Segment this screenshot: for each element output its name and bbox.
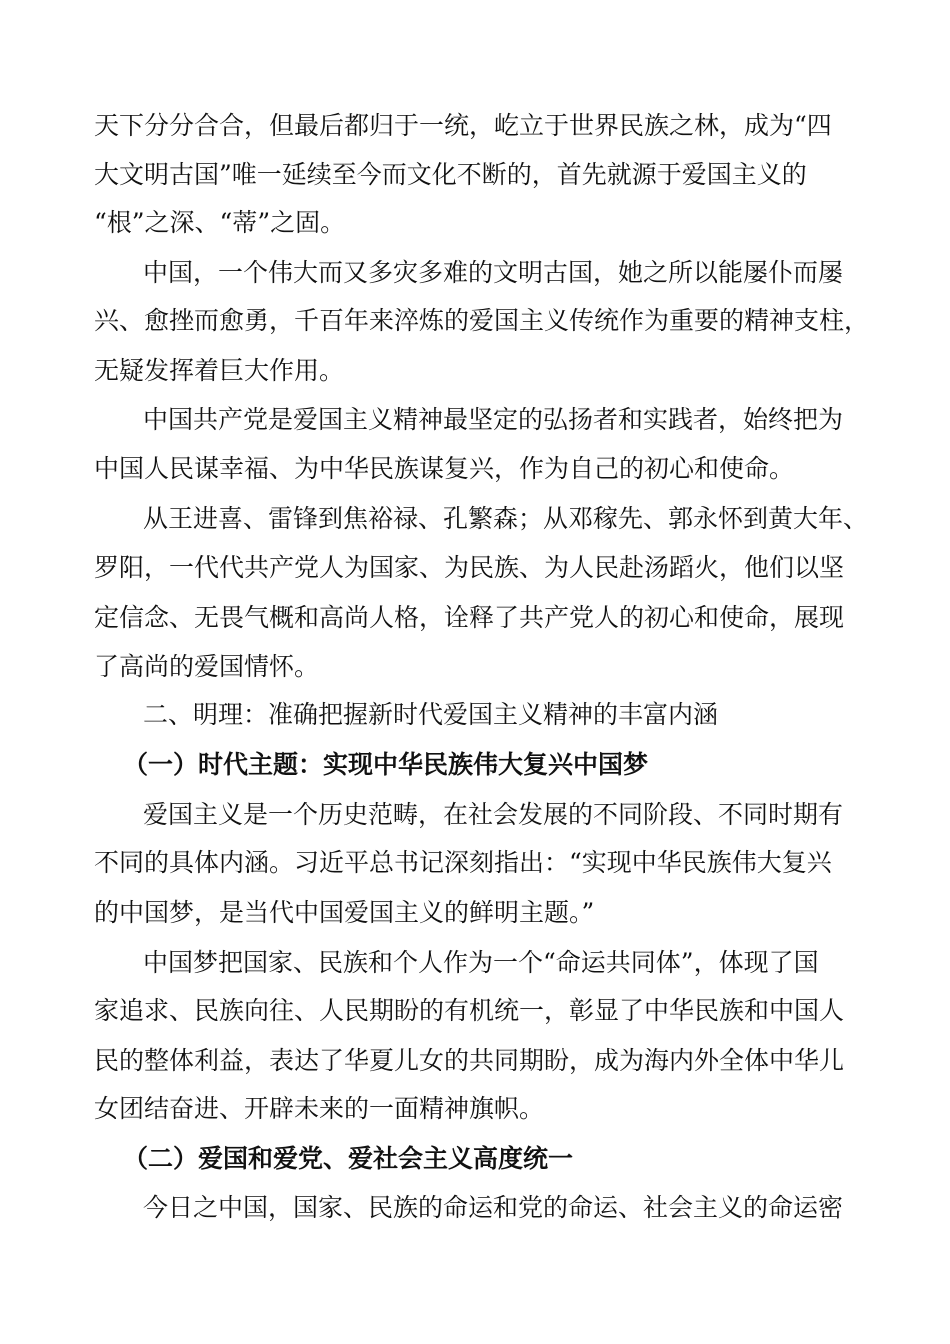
text-line: 大文明古国”唯一延续至今而文化不断的，首先就源于爱国主义的: [94, 160, 807, 189]
text-line: 定信念、无畏气概和高尚人格，诠释了共产党人的初心和使命，展现: [94, 603, 845, 632]
text-line: 女团结奋进、开辟未来的一面精神旗帜。: [94, 1094, 545, 1123]
text-line: 中国梦把国家、民族和个人作为一个“命运共同体”，体现了国: [143, 948, 819, 977]
subsection-heading: （二）爱国和爱党、爱社会主义高度统一: [123, 1144, 574, 1173]
text-line: 爱国主义是一个历史范畴，在社会发展的不同阶段、不同时期有: [143, 800, 844, 829]
text-line: 家追求、民族向往、人民期盼的有机统一，彰显了中华民族和中国人: [94, 996, 845, 1025]
text-line: 了高尚的爱国情怀。: [94, 652, 320, 681]
text-line: 民的整体利益，表达了华夏儿女的共同期盼，成为海内外全体中华儿: [94, 1046, 845, 1075]
text-line: 不同的具体内涵。习近平总书记深刻指出：“实现中华民族伟大复兴: [94, 848, 832, 877]
text-line: 的中国梦，是当代中国爱国主义的鲜明主题。”: [94, 898, 595, 927]
section-heading: 二、明理：准确把握新时代爱国主义精神的丰富内涵: [143, 700, 719, 729]
subsection-heading: （一）时代主题：实现中华民族伟大复兴中国梦: [123, 750, 649, 779]
text-line: 无疑发挥着巨大作用。: [94, 356, 345, 385]
text-line: 天下分分合合，但最后都归于一统，屹立于世界民族之林，成为“四: [94, 111, 832, 140]
text-line: 兴、愈挫而愈勇，千百年来淬炼的爱国主义传统作为重要的精神支柱，: [94, 306, 870, 335]
text-line: 中国共产党是爱国主义精神最坚定的弘扬者和实践者，始终把为: [143, 405, 844, 434]
text-line: 今日之中国，国家、民族的命运和党的命运、社会主义的命运密: [143, 1193, 844, 1222]
text-line: 中国，一个伟大而又多灾多难的文明古国，她之所以能屡仆而屡: [143, 258, 844, 287]
text-line: 中国人民谋幸福、为中华民族谋复兴，作为自己的初心和使命。: [94, 454, 795, 483]
text-line: 罗阳，一代代共产党人为国家、为民族、为人民赴汤蹈火，他们以坚: [94, 553, 845, 582]
text-line: 从王进喜、雷锋到焦裕禄、孔繁森；从邓稼先、郭永怀到黄大年、: [143, 504, 869, 533]
text-line: “根”之深、“蒂”之固。: [94, 208, 346, 237]
